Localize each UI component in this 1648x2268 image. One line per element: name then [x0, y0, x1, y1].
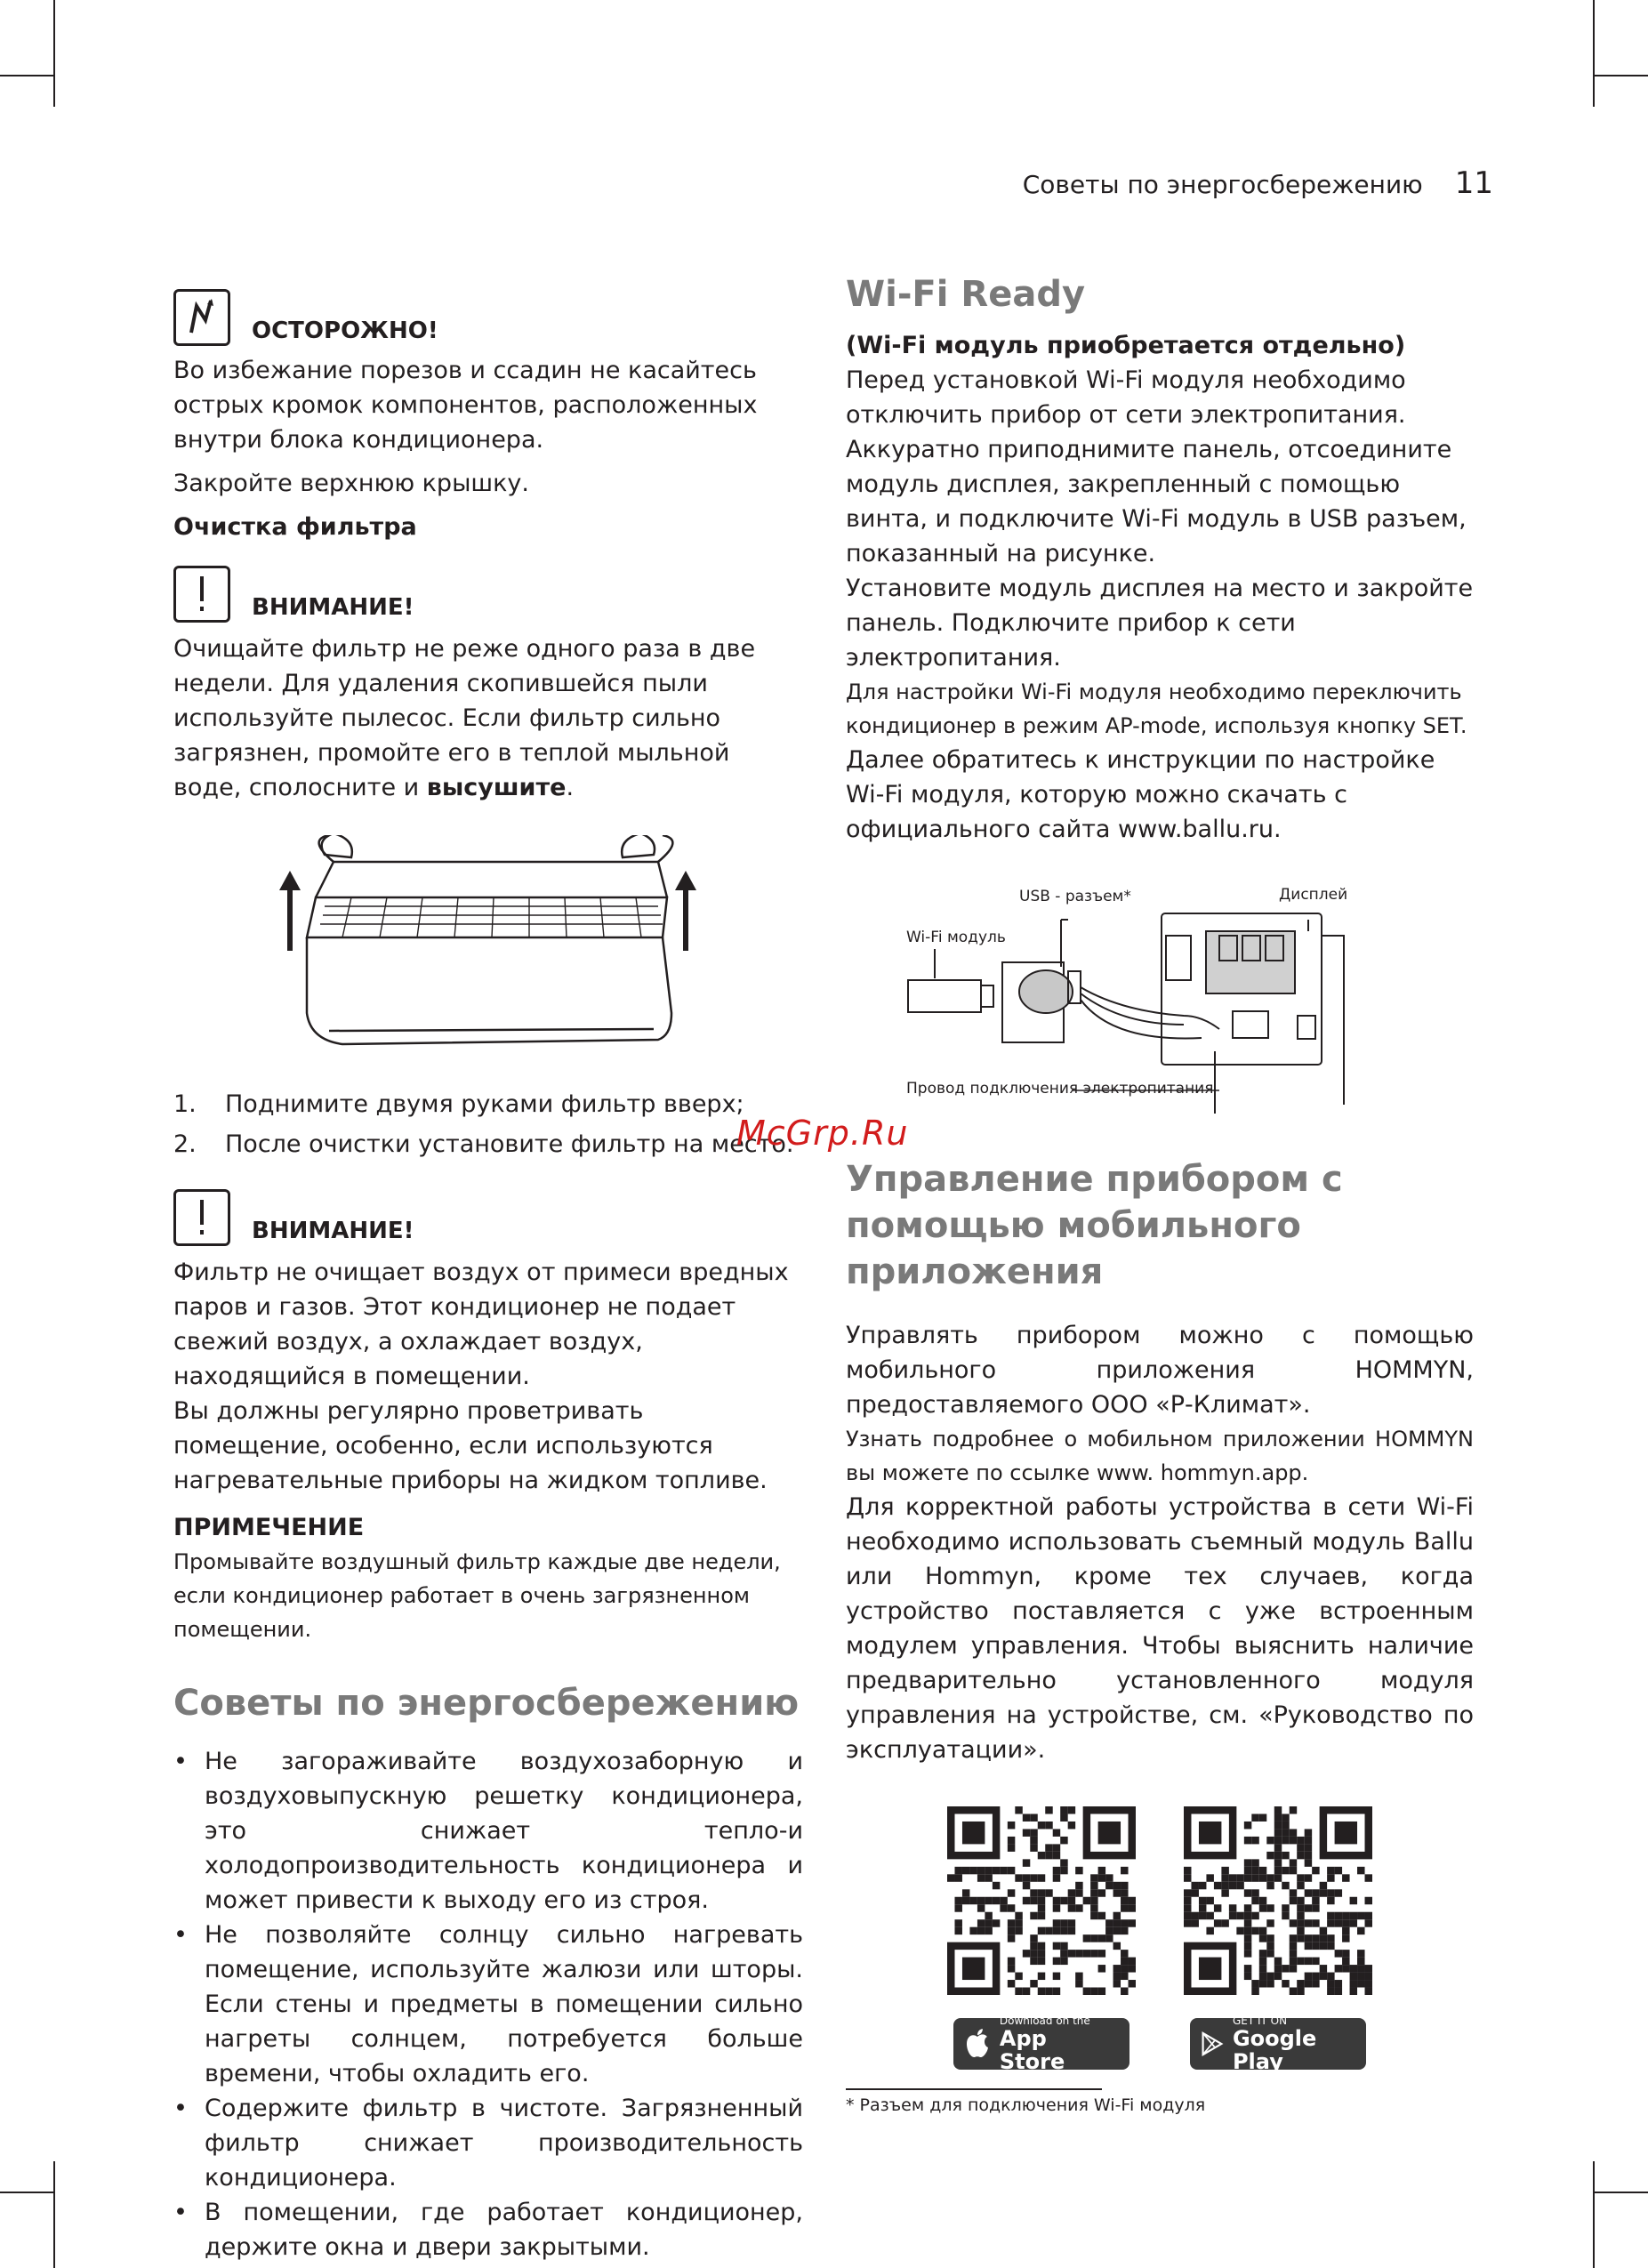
wifi-module-label: Wi-Fi модуль [906, 929, 1006, 946]
step-number: 1. [173, 1090, 197, 1118]
wifi-para-3: Установите модуль дисплея на место и закройте панель. Подключите прибор к сети электропитания. [846, 575, 1474, 672]
step-number: 2. [173, 1130, 197, 1158]
filter-steps-list [173, 1084, 803, 1164]
power-wire-label: Провод подключения электропитания [906, 1080, 1214, 1098]
close-cover-text: Закройте верхнюю крышку. [173, 470, 529, 497]
right-column [846, 271, 1474, 2074]
appstore-badge-small: Download on the [999, 2015, 1090, 2027]
app-download-section [846, 1806, 1474, 2074]
exclamation-icon [173, 566, 230, 623]
crop-mark [1593, 0, 1595, 107]
tip-text: В помещении, где работает кондиционер, держите окна и двери закрытыми. [205, 2199, 803, 2261]
attention-text-2a: Фильтр не очищает воздух от примеси вредных паров и газов. Этот кондиционер не подает свежий воздух, а охлаждает воздух, находящийся в помещении. [173, 1259, 789, 1390]
running-header [1023, 165, 1493, 201]
list-item: • Не загораживайте воздухозаборную и воздуховыпускную решетку кондиционера, это снижает тепло-и холодопроизводительность кондиционера и может привести к выходу его из строя. [173, 1744, 803, 1918]
googleplay-badge-small: GET IT ON [1232, 2015, 1288, 2027]
tip-text: Не позволяйте солнцу сильно нагревать помещение, используйте жалюзи или шторы. Если стены и предметы в помещении сильно нагреты солнцем, потребуется больше времени, чтобы охладить его. [205, 1921, 803, 2087]
attention-text-part: Очищайте фильтр не реже одного раза в две недели. Для удаления скопившейся пыли используйте пылесос. Если фильтр сильно загрязнен, промойте его в теплой мыльной воде, сполосните и [173, 635, 756, 801]
caution-text: Во избежание порезов и ссадин не касайтесь острых кромок компонентов, расположенных внутри блока кондиционера. [173, 357, 758, 454]
crop-mark [1595, 2192, 1648, 2193]
page-number: 11 [1454, 165, 1493, 201]
footnote: * Разъем для подключения Wi-Fi модуля [846, 2095, 1206, 2115]
google-play-icon [1201, 2030, 1224, 2058]
attention-text-1 [173, 631, 803, 805]
step-text: Поднимите двумя руками фильтр вверх; [225, 1090, 744, 1118]
usb-label: USB - разъем* [1019, 888, 1131, 905]
wifi-para-5: Далее обратитесь к инструкции по настройке Wi-Fi модуля, которую можно скачать с официального сайта www.ballu.ru. [846, 746, 1435, 843]
footnote-rule [846, 2088, 1102, 2090]
appstore-badge[interactable] [953, 2015, 1129, 2074]
wifi-para-2: Аккуратно приподнимите панель, отсоедините модуль дисплея, закрепленный с помощью винта, и подключите Wi-Fi модуль в USB разъем, показанный на рисунке. [846, 436, 1467, 567]
attention-text-end: . [566, 774, 575, 801]
filter-removal-illustration [173, 835, 803, 1058]
wifi-para-1: Перед установкой Wi-Fi модуля необходимо отключить прибор от сети электропитания. [846, 366, 1406, 429]
tip-text: Содержите фильтр в чистоте. Загрязненный фильтр снижает производительность кондиционера. [205, 2095, 803, 2192]
app-para-3: Для корректной работы устройства в сети Wi-Fi необходимо использовать съемный модуль Ballu или Hommyn, кроме тех случаев, когда устройство поставляется с уже встроенным модулем управления. Чтобы выяснить наличие предварительно установленного модуля управления на устройстве, см. «Руководство по эксплуатации». [846, 1493, 1474, 1764]
attention-block-2 [173, 1189, 803, 1246]
tip-text: Не загораживайте воздухозаборную и воздуховыпускную решетку кондиционера, это снижает тепло-и холодопроизводительность кондиционера и может привести к выходу его из строя. [205, 1748, 803, 1914]
display-label: Дисплей [1279, 886, 1348, 904]
googleplay-column [1183, 1806, 1373, 2074]
wifi-wiring-diagram [846, 882, 1474, 1114]
attention-block-1 [173, 566, 803, 623]
attention-title: ВНИМАНИЕ! [252, 1218, 414, 1244]
step-text: После очистки установите фильтр на место. [225, 1130, 794, 1158]
attention-text-bold: высушите [426, 774, 567, 801]
caution-block [173, 289, 803, 346]
caution-icon [173, 289, 230, 346]
list-item [173, 1084, 803, 1124]
appstore-badge-big: App Store [999, 2026, 1065, 2074]
energy-saving-heading: Советы по энергосбережению [173, 1683, 800, 1724]
mobile-app-heading: Управление прибором с помощью мобильного приложения [846, 1159, 1343, 1292]
list-item: • Содержите фильтр в чистоте. Загрязненный фильтр снижает производительность кондиционера. [173, 2091, 803, 2195]
crop-mark [1595, 75, 1648, 76]
crop-mark [53, 2161, 55, 2268]
exclamation-icon [173, 1189, 230, 1246]
list-item [173, 1124, 803, 1164]
googleplay-badge-big: Google Play [1232, 2026, 1317, 2074]
crop-mark [0, 2192, 53, 2193]
left-column [173, 271, 803, 2264]
list-item: • В помещении, где работает кондиционер, держите окна и двери закрытыми. [173, 2195, 803, 2264]
wifi-subheading: (Wi-Fi модуль приобретается отдельно) [846, 332, 1406, 359]
caution-title: ОСТОРОЖНО! [252, 318, 438, 344]
wifi-para-4: Для настройки Wi-Fi модуля необходимо переключить кондиционер в режим AP-mode, используя кнопку SET. [846, 680, 1467, 738]
appstore-qr-code[interactable] [947, 1806, 1136, 1995]
appstore-column [946, 1806, 1137, 2074]
energy-tips-list [173, 1744, 803, 2264]
note-text: Промывайте воздушный фильтр каждые две недели, если кондиционер работает в очень загрязненном помещении. [173, 1549, 781, 1642]
list-item: • Не позволяйте солнцу сильно нагревать помещение, используйте жалюзи или шторы. Если стены и предметы в помещении сильно нагреты солнцем, потребуется больше времени, чтобы охладить его. [173, 1918, 803, 2091]
app-para-1: Управлять прибором можно с помощью мобильного приложения HOMMYN, предоставляемого ООО «Р-Климат». [846, 1322, 1474, 1419]
crop-mark [53, 0, 55, 107]
diagram-drawing [846, 882, 1474, 1114]
wifi-ready-heading: Wi-Fi Ready [846, 274, 1086, 315]
app-para-2: Узнать подробнее о мобильном приложении HOMMYN вы можете по ссылке www. hommyn.app. [846, 1427, 1474, 1485]
filter-cleaning-heading: Очистка фильтра [173, 513, 417, 541]
header-section-title: Советы по энергосбережению [1022, 170, 1423, 199]
crop-mark [1593, 2161, 1595, 2268]
attention-text-2b: Вы должны регулярно проветривать помещение, особенно, если используются нагревательные приборы на жидком топливе. [173, 1397, 768, 1494]
note-title: ПРИМЕЧЕНИЕ [173, 1514, 365, 1541]
attention-title: ВНИМАНИЕ! [252, 594, 414, 621]
crop-mark [0, 75, 53, 76]
googleplay-badge[interactable] [1190, 2015, 1366, 2074]
apple-icon [964, 2028, 991, 2060]
watermark: McGrp.Ru [736, 1114, 909, 1153]
googleplay-qr-code[interactable] [1184, 1806, 1372, 1995]
